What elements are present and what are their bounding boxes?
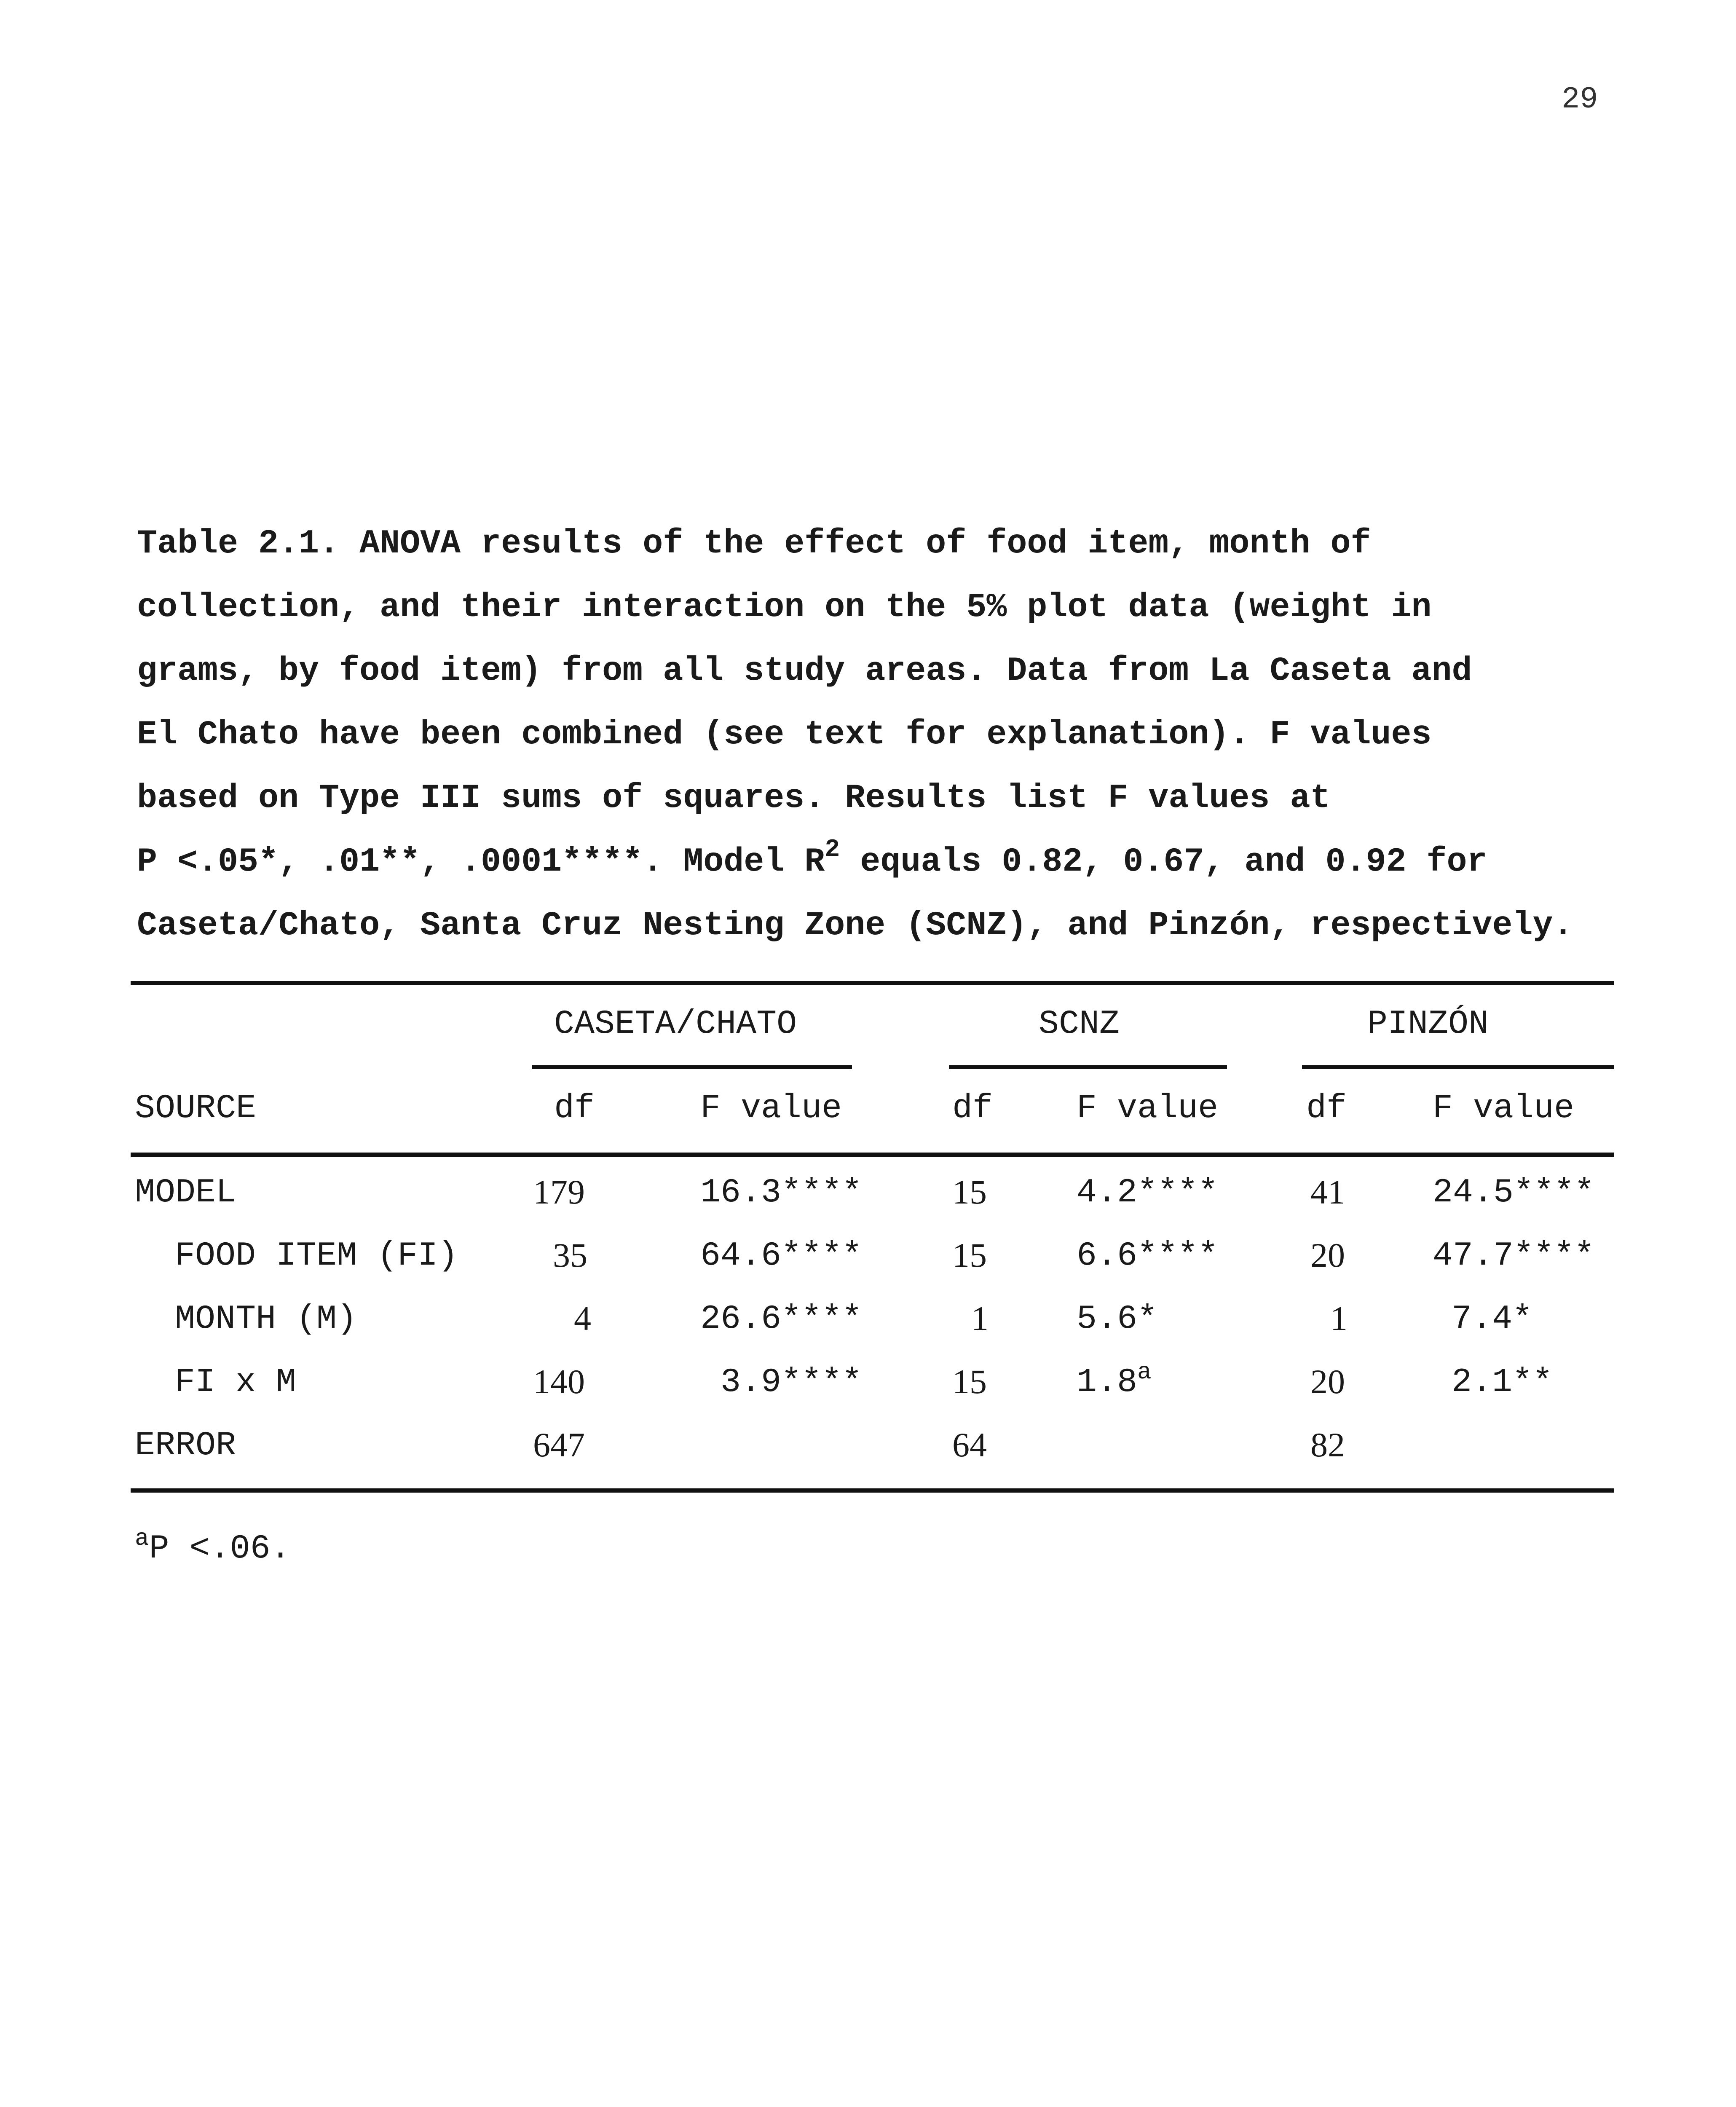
caption-line: Table 2.1. ANOVA results of the effect of food item, month of	[137, 525, 1371, 563]
cell-df: 82	[1310, 1426, 1345, 1464]
cell-df: 41	[1310, 1173, 1345, 1211]
column-header-df: df	[554, 1089, 595, 1128]
column-header-f-value: F value	[1433, 1089, 1575, 1128]
cell-f-value	[1077, 1359, 1152, 1402]
cell-df: 35	[553, 1236, 587, 1274]
cell-f-text: 4.2****	[1077, 1174, 1219, 1212]
table-top-rule	[131, 981, 1614, 985]
cell-df: 1	[971, 1299, 989, 1338]
cell-f-value: 16.3****	[700, 1174, 863, 1212]
cell-f-text: 1.8	[1077, 1363, 1138, 1402]
column-header-df: df	[1306, 1089, 1347, 1128]
cell-df: 15	[952, 1236, 987, 1274]
table-footnote	[135, 1525, 291, 1568]
caption-line: collection, and their interaction on the 5% plot data (weight in	[137, 588, 1432, 627]
cell-df: 20	[1310, 1362, 1345, 1401]
caption-text: P <.05*, .01**, .0001****. Model R	[137, 843, 825, 881]
cell-f-value: 47.7****	[1433, 1237, 1595, 1275]
group-header-pinzon: PINZÓN	[1367, 1005, 1489, 1043]
caption-line: El Chato have been combined (see text for explanation). F values	[137, 716, 1432, 754]
cell-df: 1	[1330, 1299, 1348, 1338]
cell-df: 15	[952, 1173, 987, 1211]
group-underline	[949, 1065, 1227, 1069]
column-header-f-value: F value	[1077, 1089, 1219, 1128]
footnote-text: P <.06.	[149, 1530, 291, 1568]
caption-line: based on Type III sums of squares. Results list F values at	[137, 779, 1331, 818]
cell-f-text: 6.6****	[1077, 1237, 1219, 1275]
cell-f-value	[1077, 1300, 1157, 1338]
row-source: ERROR	[135, 1426, 236, 1465]
caption-line	[137, 830, 1637, 894]
group-underline	[532, 1065, 852, 1069]
column-header-source: SOURCE	[135, 1089, 257, 1128]
caption-line: Caseta/Chato, Santa Cruz Nesting Zone (SCNZ), and Pinzón, respectively.	[137, 906, 1573, 945]
cell-df: 64	[952, 1426, 987, 1464]
cell-df: 20	[1310, 1236, 1345, 1274]
row-source: FOOD ITEM (FI)	[175, 1237, 458, 1275]
cell-df: 15	[952, 1362, 987, 1401]
cell-df: 647	[533, 1426, 585, 1464]
table-bottom-rule	[131, 1488, 1614, 1493]
row-source: MONTH (M)	[175, 1300, 357, 1338]
cell-df: 179	[533, 1173, 585, 1211]
cell-f-value: 26.6****	[700, 1300, 863, 1338]
column-header-df: df	[952, 1089, 993, 1128]
cell-f-value: 24.5****	[1433, 1174, 1595, 1212]
column-header-f-value: F value	[700, 1089, 842, 1128]
table-caption	[137, 512, 1637, 957]
caption-text: equals 0.82, 0.67, and 0.92 for	[840, 843, 1487, 881]
cell-f-value: 7.4*	[1452, 1300, 1533, 1338]
row-source: FI x M	[175, 1363, 297, 1402]
group-header-scnz: SCNZ	[1039, 1005, 1120, 1043]
footnote-marker: a	[135, 1525, 149, 1552]
group-underline	[1302, 1065, 1614, 1069]
cell-f-value	[1077, 1237, 1218, 1275]
cell-superscript: a	[1137, 1359, 1152, 1386]
cell-f-value: 64.6****	[700, 1237, 863, 1275]
caption-superscript: 2	[825, 836, 840, 864]
caption-line: grams, by food item) from all study areas. Data from La Caseta and	[137, 652, 1472, 690]
page-number: 29	[1562, 82, 1598, 117]
group-header-caseta-chato: CASETA/CHATO	[554, 1005, 797, 1043]
cell-df: 140	[533, 1362, 585, 1401]
row-source: MODEL	[135, 1174, 236, 1212]
table-header-rule	[131, 1153, 1614, 1157]
cell-f-value: 3.9****	[721, 1363, 863, 1402]
cell-f-text: 5.6*	[1077, 1300, 1158, 1338]
cell-df: 4	[574, 1299, 591, 1338]
cell-f-value: 2.1**	[1452, 1363, 1553, 1402]
cell-f-value	[1077, 1174, 1218, 1212]
